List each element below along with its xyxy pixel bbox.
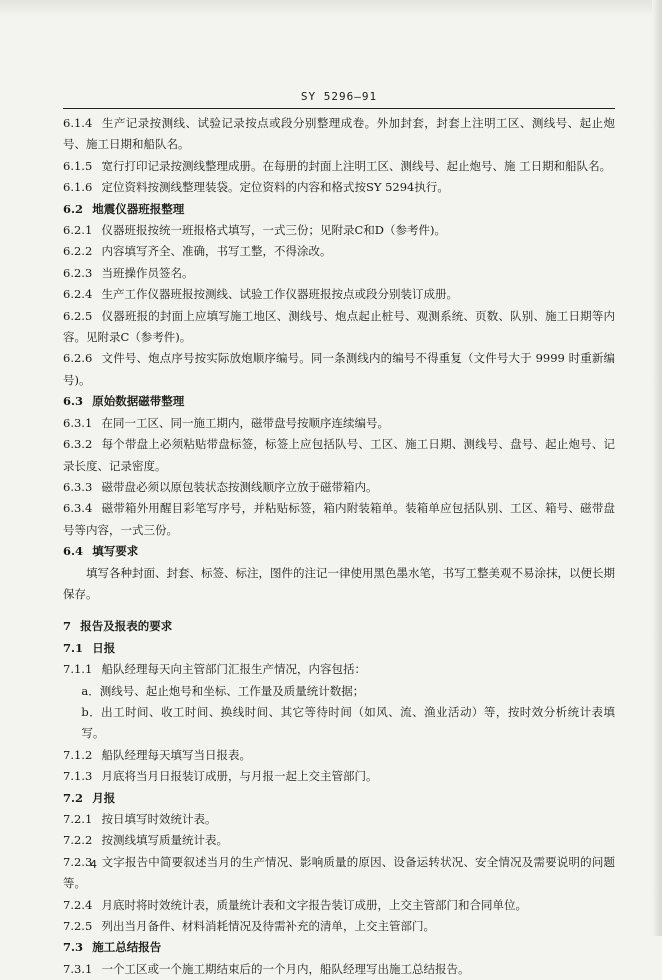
clause-paragraph	[63, 830, 615, 851]
clause-text: a．测线号、起止炮号和坐标、工作量及质量统计数据；	[81, 683, 365, 698]
clause-paragraph	[63, 177, 615, 198]
clause-text: 文件号、炮点序号按实际放炮顺序编号。同一条测线内的编号不得重复（文件号大于 9999 时重新编号)。	[63, 351, 615, 387]
clause-paragraph	[63, 263, 615, 284]
section-heading	[63, 788, 615, 809]
clause-text: 月底将当月日报装订成册，与月报一起上交主管部门。	[101, 769, 378, 784]
clause-text: 一个工区或一个施工期结束后的一个月内，船队经理写出施工总结报告。	[101, 961, 470, 976]
clause-text: 施工总结报告	[92, 940, 162, 955]
clause-text: 仪器班报的封面上应填写施工地区、测线号、炮点起止桩号、观测系统、页数、队别、施工日期等内容。见附录C（参考件)。	[63, 308, 615, 345]
clause-paragraph	[63, 306, 615, 349]
clause-paragraph	[63, 348, 615, 391]
clause-text: 磁带箱外用醒目彩笔写序号，并粘贴标签，箱内附装箱单。装箱单应包括队别、工区、箱号、磁带盘号等内容，一式三份。	[63, 501, 615, 537]
clause-number: 6.1.5	[63, 158, 93, 173]
clause-number: 7.1	[63, 640, 84, 655]
clause-number: 7	[63, 619, 72, 634]
clause-number: 6.2.5	[63, 308, 93, 323]
clause-number: 6.2.2	[63, 244, 93, 259]
clause-number: 6.2.4	[63, 287, 93, 302]
clause-text: 按日填写时效统计表。	[101, 812, 217, 826]
page-header: SY 5296—91	[300, 90, 378, 103]
clause-paragraph	[63, 156, 615, 177]
clause-text: 列出当月备件、材料消耗情况及待需补充的清单，上交主管部门。	[101, 919, 435, 934]
clause-paragraph	[63, 284, 615, 305]
clause-text: 生产工作仪器班报按测线、试验工作仪器班报按点或段分别装订成册。	[101, 287, 458, 302]
clause-paragraph	[63, 895, 615, 916]
document-page	[63, 86, 615, 980]
list-item	[63, 681, 615, 702]
clause-text: 定位资料按测线整理装袋。定位资料的内容和格式按SY 5294执行。	[101, 180, 449, 195]
clause-number: 6.1.6	[63, 180, 93, 195]
clause-paragraph	[63, 852, 615, 895]
page-number: 4	[90, 858, 97, 871]
clause-number: 7.2.1	[63, 812, 93, 826]
section-heading	[63, 638, 615, 659]
clause-text: 填写要求	[92, 544, 139, 559]
clause-text: 日报	[92, 640, 116, 655]
clause-text: 船队经理每天向主管部门汇报生产情况，内容包括：	[101, 662, 366, 677]
clause-number: 6.3	[63, 394, 84, 409]
clause-text: 在同一工区、同一施工期内，磁带盘号按顺序连续编号。	[101, 415, 389, 430]
clause-number: 7.3.1	[63, 961, 93, 976]
clause-number: 6.2.6	[63, 351, 93, 366]
clause-number: 6.1.4	[63, 116, 93, 130]
clause-number: 7.2.5	[63, 919, 93, 934]
clause-number: 7.2.3	[63, 854, 93, 869]
clause-number: 6.3.1	[63, 415, 93, 430]
clause-paragraph	[63, 220, 615, 241]
section-heading	[63, 616, 615, 637]
clause-text: 每个带盘上必须粘贴带盘标签，标签上应包括队号、工区、施工日期、测线号、盘号、起止炮号、记录长度、记录密度。	[63, 437, 615, 473]
clause-text: 当班操作员签名。	[101, 265, 194, 280]
clause-text: 内容填写齐全、准确，书写工整，不得涂改。	[101, 244, 332, 259]
clause-text: 月报	[92, 790, 116, 805]
clause-text: 船队经理每天填写当日报表。	[101, 747, 251, 762]
clause-paragraph	[63, 563, 615, 606]
clause-number: 6.3.4	[63, 501, 93, 516]
clause-number: 6.2.3	[63, 265, 93, 280]
clause-paragraph	[63, 745, 615, 766]
section-heading	[63, 541, 615, 562]
clause-number: 6.4	[63, 544, 84, 559]
section-heading	[63, 937, 615, 958]
clause-text: 月底时将时效统计表，质量统计表和文字报告装订成册，上交主管部门和合同单位。	[101, 897, 527, 912]
clause-paragraph	[63, 498, 615, 541]
clause-number: 6.2	[63, 201, 84, 216]
clause-number: 7.2	[63, 790, 84, 805]
clause-text: 报告及报表的要求	[80, 619, 173, 634]
clause-number: 7.3	[63, 940, 84, 955]
clause-text: 原始数据磁带整理	[92, 394, 185, 409]
section-heading	[63, 391, 615, 412]
clause-number: 6.2.1	[63, 223, 93, 238]
clause-paragraph	[63, 113, 615, 156]
section-gap	[63, 605, 615, 616]
list-item	[63, 702, 615, 745]
scan-edge	[652, 0, 662, 936]
clause-paragraph	[63, 916, 615, 937]
document-body	[63, 113, 615, 980]
clause-paragraph	[63, 959, 615, 980]
clause-number: 7.2.2	[63, 833, 93, 848]
clause-paragraph	[63, 477, 615, 498]
clause-text: 填写各种封面、封套、标签、标注，图件的注记一律使用黑色墨水笔，书写工整美观不易涂抹，以便长期保存。	[63, 565, 615, 601]
clause-number: 7.1.2	[63, 747, 93, 762]
clause-number: 6.3.3	[63, 479, 93, 494]
clause-text: 生产记录按测线、试验记录按点或段分别整理成卷。外加封套，封套上注明工区、测线号、起止炮号、施工日期和船队名。	[63, 116, 615, 152]
section-heading	[63, 199, 615, 220]
clause-text: 磁带盘必须以原包装状态按测线顺序立放于磁带箱内。	[101, 479, 378, 494]
clause-text: 仪器班报按统一班报格式填写，一式三份；见附录C和D（参考件)。	[101, 223, 446, 238]
clause-paragraph	[63, 241, 615, 262]
clause-paragraph	[63, 766, 615, 787]
clause-text: 宽行打印记录按测线整理成册。在每册的封面上注明工区、测线号、起止炮号、施 工日期和船队名。	[101, 158, 612, 173]
clause-paragraph	[63, 809, 615, 830]
header-rule	[63, 108, 615, 109]
clause-text: 按测线填写质量统计表。	[101, 833, 228, 848]
clause-number: 7.1.1	[63, 662, 93, 677]
clause-number: 6.3.2	[63, 437, 93, 452]
scan-edge	[0, 0, 662, 16]
clause-text: 文字报告中简要叙述当月的生产情况、影响质量的原因、设备运转状况、安全情况及需要说明的问题等。	[63, 854, 615, 891]
clause-text: b．出工时间、收工时间、换线时间、其它等待时间（如风、流、渔业活动）等，按时效分析统计表填写。	[81, 704, 615, 741]
clause-number: 7.2.4	[63, 897, 93, 912]
clause-paragraph	[63, 659, 615, 680]
clause-paragraph	[63, 434, 615, 477]
clause-paragraph	[63, 413, 615, 434]
clause-number: 7.1.3	[63, 769, 93, 784]
clause-text: 地震仪器班报整理	[92, 201, 185, 216]
